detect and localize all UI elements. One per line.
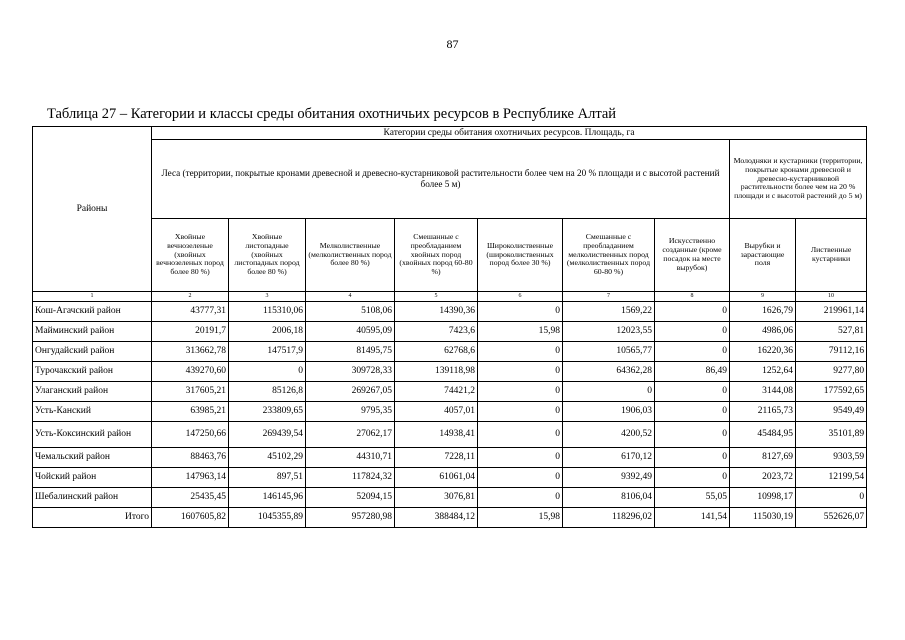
area-value: 439270,60 bbox=[152, 362, 229, 382]
area-value: 897,51 bbox=[229, 468, 306, 488]
total-label: Итого bbox=[33, 508, 152, 528]
area-value: 117824,32 bbox=[306, 468, 395, 488]
area-value: 7423,6 bbox=[395, 322, 478, 342]
habitat-table bbox=[32, 126, 867, 528]
table-row bbox=[33, 422, 867, 448]
area-value: 55,05 bbox=[655, 488, 730, 508]
area-value: 27062,17 bbox=[306, 422, 395, 448]
area-value: 2006,18 bbox=[229, 322, 306, 342]
column-index: 10 bbox=[796, 292, 867, 302]
area-value: 115310,06 bbox=[229, 302, 306, 322]
rayon-name: Чойский район bbox=[33, 468, 152, 488]
area-value: 9277,80 bbox=[796, 362, 867, 382]
table-row bbox=[33, 342, 867, 362]
area-value: 3144,08 bbox=[730, 382, 796, 402]
area-value: 309728,33 bbox=[306, 362, 395, 382]
area-value: 0 bbox=[478, 402, 563, 422]
area-value: 61061,04 bbox=[395, 468, 478, 488]
area-value: 5108,06 bbox=[306, 302, 395, 322]
area-value: 12023,55 bbox=[563, 322, 655, 342]
area-value: 0 bbox=[655, 342, 730, 362]
area-value: 147517,9 bbox=[229, 342, 306, 362]
area-value: 35101,89 bbox=[796, 422, 867, 448]
column-index: 7 bbox=[563, 292, 655, 302]
column-index: 1 bbox=[33, 292, 152, 302]
area-value: 1569,22 bbox=[563, 302, 655, 322]
column-index: 3 bbox=[229, 292, 306, 302]
area-value: 74421,2 bbox=[395, 382, 478, 402]
area-value: 1045355,89 bbox=[229, 508, 306, 528]
area-value: 21165,73 bbox=[730, 402, 796, 422]
table-row bbox=[33, 448, 867, 468]
area-value: 0 bbox=[655, 448, 730, 468]
area-value: 0 bbox=[478, 302, 563, 322]
area-value: 177592,65 bbox=[796, 382, 867, 402]
area-value: 9392,49 bbox=[563, 468, 655, 488]
area-value: 79112,16 bbox=[796, 342, 867, 362]
column-index: 5 bbox=[395, 292, 478, 302]
area-value: 146145,96 bbox=[229, 488, 306, 508]
area-value: 14390,36 bbox=[395, 302, 478, 322]
table-row bbox=[33, 302, 867, 322]
rayon-name: Усть-Канский bbox=[33, 402, 152, 422]
area-value: 0 bbox=[478, 448, 563, 468]
area-value: 4200,52 bbox=[563, 422, 655, 448]
col-header: Вырубки и зарастающие поля bbox=[730, 219, 796, 292]
rayon-name: Майминский район bbox=[33, 322, 152, 342]
area-value: 1626,79 bbox=[730, 302, 796, 322]
table-row bbox=[33, 488, 867, 508]
area-value: 62768,6 bbox=[395, 342, 478, 362]
area-value: 25435,45 bbox=[152, 488, 229, 508]
area-value: 115030,19 bbox=[730, 508, 796, 528]
area-value: 388484,12 bbox=[395, 508, 478, 528]
header-rayon: Районы bbox=[33, 127, 152, 292]
area-value: 8127,69 bbox=[730, 448, 796, 468]
area-value: 44310,71 bbox=[306, 448, 395, 468]
table-row bbox=[33, 322, 867, 342]
table-row bbox=[33, 362, 867, 382]
rayon-name: Усть-Коксинский район bbox=[33, 422, 152, 448]
area-value: 0 bbox=[655, 422, 730, 448]
area-value: 147250,66 bbox=[152, 422, 229, 448]
area-value: 4057,01 bbox=[395, 402, 478, 422]
column-index: 2 bbox=[152, 292, 229, 302]
area-value: 0 bbox=[478, 382, 563, 402]
area-value: 0 bbox=[229, 362, 306, 382]
page-number: 87 bbox=[446, 37, 459, 51]
area-value: 0 bbox=[655, 302, 730, 322]
rayon-name: Чемальский район bbox=[33, 448, 152, 468]
area-value: 40595,09 bbox=[306, 322, 395, 342]
col-header: Лиственные кустарники bbox=[796, 219, 867, 292]
area-value: 2023,72 bbox=[730, 468, 796, 488]
area-value: 957280,98 bbox=[306, 508, 395, 528]
rayon-name: Кош-Агачский район bbox=[33, 302, 152, 322]
header-young-stands: Молодняки и кустарники (территории, покрытые кронами древесной и древесно-кустарниковой растительности более чем на 20 % площади и с высотой растений до 5 м) bbox=[730, 140, 867, 219]
area-value: 147963,14 bbox=[152, 468, 229, 488]
area-value: 9549,49 bbox=[796, 402, 867, 422]
area-value: 0 bbox=[655, 468, 730, 488]
table-row bbox=[33, 382, 867, 402]
rayon-name: Улаганский район bbox=[33, 382, 152, 402]
header-categories: Категории среды обитания охотничьих ресурсов. Площадь, га bbox=[152, 127, 867, 140]
column-index: 9 bbox=[730, 292, 796, 302]
col-header: Хвойные вечнозеленые (хвойных вечнозеленых пород более 80 %) bbox=[152, 219, 229, 292]
area-value: 64362,28 bbox=[563, 362, 655, 382]
area-value: 20191,7 bbox=[152, 322, 229, 342]
col-header: Смешанные с преобладанием мелколиственных пород (мелколиственных пород 60-80 %) bbox=[563, 219, 655, 292]
area-value: 0 bbox=[478, 422, 563, 448]
area-value: 10565,77 bbox=[563, 342, 655, 362]
area-value: 1607605,82 bbox=[152, 508, 229, 528]
rayon-name: Турочакский район bbox=[33, 362, 152, 382]
area-value: 0 bbox=[478, 342, 563, 362]
area-value: 527,81 bbox=[796, 322, 867, 342]
area-value: 9795,35 bbox=[306, 402, 395, 422]
table-row bbox=[33, 468, 867, 488]
area-value: 85126,8 bbox=[229, 382, 306, 402]
rayon-name: Онгудайский район bbox=[33, 342, 152, 362]
area-value: 7228,11 bbox=[395, 448, 478, 468]
area-value: 269267,05 bbox=[306, 382, 395, 402]
table-caption: Таблица 27 – Категории и классы среды обитания охотничьих ресурсов в Республике Алтай bbox=[47, 106, 617, 122]
area-value: 141,54 bbox=[655, 508, 730, 528]
area-value: 0 bbox=[655, 382, 730, 402]
col-header: Искусственно созданные (кроме посадок на месте вырубок) bbox=[655, 219, 730, 292]
area-value: 0 bbox=[478, 468, 563, 488]
area-value: 9303,59 bbox=[796, 448, 867, 468]
area-value: 4986,06 bbox=[730, 322, 796, 342]
area-value: 118296,02 bbox=[563, 508, 655, 528]
area-value: 45484,95 bbox=[730, 422, 796, 448]
area-value: 1252,64 bbox=[730, 362, 796, 382]
area-value: 45102,29 bbox=[229, 448, 306, 468]
column-index-row bbox=[33, 292, 867, 302]
area-value: 1906,03 bbox=[563, 402, 655, 422]
column-index: 6 bbox=[478, 292, 563, 302]
column-index: 4 bbox=[306, 292, 395, 302]
col-header: Хвойные листопадные (хвойных листопадных пород более 80 %) bbox=[229, 219, 306, 292]
header-forests: Леса (территории, покрытые кронами древесной и древесно-кустарниковой растительности более чем на 20 % площади и с высотой растений более 5 м) bbox=[152, 140, 730, 219]
rayon-name: Шебалинский район bbox=[33, 488, 152, 508]
area-value: 10998,17 bbox=[730, 488, 796, 508]
area-value: 16220,36 bbox=[730, 342, 796, 362]
area-value: 3076,81 bbox=[395, 488, 478, 508]
area-value: 219961,14 bbox=[796, 302, 867, 322]
area-value: 0 bbox=[478, 488, 563, 508]
area-value: 139118,98 bbox=[395, 362, 478, 382]
area-value: 14938,41 bbox=[395, 422, 478, 448]
area-value: 63985,21 bbox=[152, 402, 229, 422]
area-value: 81495,75 bbox=[306, 342, 395, 362]
col-header: Широколиственные (широколиственных пород более 30 %) bbox=[478, 219, 563, 292]
total-row bbox=[33, 508, 867, 528]
area-value: 233809,65 bbox=[229, 402, 306, 422]
area-value: 15,98 bbox=[478, 508, 563, 528]
table-row bbox=[33, 402, 867, 422]
col-header: Мелколиственные (мелколиственных пород более 80 %) bbox=[306, 219, 395, 292]
area-value: 317605,21 bbox=[152, 382, 229, 402]
area-value: 0 bbox=[563, 382, 655, 402]
area-value: 43777,31 bbox=[152, 302, 229, 322]
area-value: 6170,12 bbox=[563, 448, 655, 468]
area-value: 0 bbox=[655, 322, 730, 342]
area-value: 552626,07 bbox=[796, 508, 867, 528]
table-body bbox=[33, 302, 867, 528]
area-value: 269439,54 bbox=[229, 422, 306, 448]
area-value: 0 bbox=[796, 488, 867, 508]
col-header: Смешанные с преобладанием хвойных пород (хвойных пород 60-80 %) bbox=[395, 219, 478, 292]
area-value: 8106,04 bbox=[563, 488, 655, 508]
area-value: 88463,76 bbox=[152, 448, 229, 468]
area-value: 12199,54 bbox=[796, 468, 867, 488]
area-value: 0 bbox=[655, 402, 730, 422]
area-value: 52094,15 bbox=[306, 488, 395, 508]
area-value: 86,49 bbox=[655, 362, 730, 382]
column-index: 8 bbox=[655, 292, 730, 302]
area-value: 313662,78 bbox=[152, 342, 229, 362]
area-value: 0 bbox=[478, 362, 563, 382]
area-value: 15,98 bbox=[478, 322, 563, 342]
